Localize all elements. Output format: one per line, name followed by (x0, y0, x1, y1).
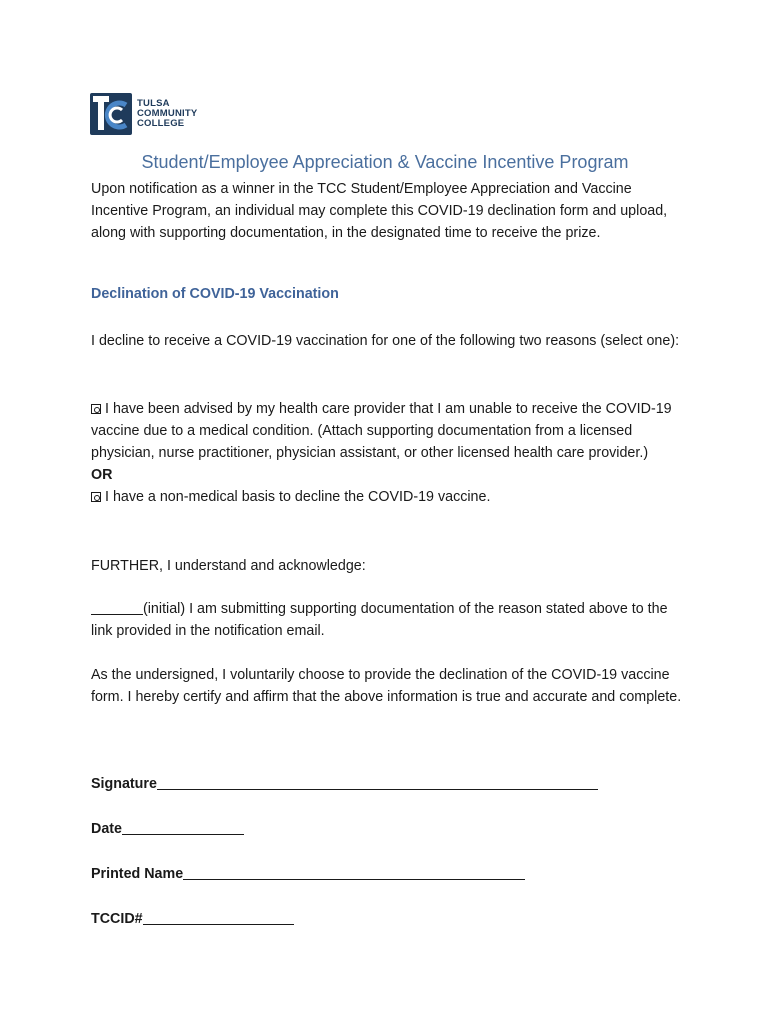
tccid-line (91, 910, 294, 927)
logo-line-1: TULSA (137, 98, 170, 109)
option-non-medical[interactable] (91, 486, 691, 508)
option-medical-label: I have been advised by my health care provider that I am unable to receive the COVID-19 vaccine due to a medical condition. (Attach supporting documentation from a licensed physician, nurse practitioner, physician assistant, or other licensed health care provider.) (91, 401, 672, 461)
tcc-logo (90, 93, 197, 135)
options-block (91, 398, 691, 508)
section-heading: Declination of COVID-19 Vaccination (91, 286, 339, 302)
printed-name-field[interactable] (183, 865, 525, 880)
option-non-medical-label: I have a non-medical basis to decline the COVID-19 vaccine. (105, 489, 491, 505)
further-statement: FURTHER, I understand and acknowledge: (91, 558, 366, 574)
initial-statement (91, 598, 691, 642)
decline-statement: I decline to receive a COVID-19 vaccination for one of the following two reasons (select one): (91, 333, 680, 349)
signature-label: Signature (91, 776, 157, 792)
logo-wordmark (137, 99, 197, 129)
date-line (91, 820, 244, 837)
initial-statement-text: (initial) I am submitting supporting documentation of the reason stated above to the link provided in the notification email. (91, 601, 668, 639)
initial-field[interactable] (91, 600, 143, 615)
date-label: Date (91, 821, 122, 837)
signature-field[interactable] (157, 775, 598, 790)
logo-line-2: COMMUNITY (137, 108, 198, 119)
printed-name-line (91, 865, 525, 882)
date-field[interactable] (122, 820, 244, 835)
certification-paragraph: As the undersigned, I voluntarily choose to provide the declination of the COVID-19 vaccine form. I hereby certify and affirm that the above information is true and accurate and complete. (91, 667, 682, 705)
option-medical[interactable] (91, 398, 691, 464)
or-label: OR (91, 467, 113, 483)
medical-checkbox[interactable] (91, 404, 101, 414)
tccid-field[interactable] (143, 910, 294, 925)
page-title: Student/Employee Appreciation & Vaccine Incentive Program (141, 152, 629, 172)
tcc-logo-icon (90, 93, 132, 135)
signature-line (91, 775, 598, 792)
tccid-label: TCCID# (91, 911, 143, 927)
printed-name-label: Printed Name (91, 866, 184, 882)
intro-paragraph: Upon notification as a winner in the TCC Student/Employee Appreciation and Vaccine Incentive Program, an individual may complete this COVID-19 declination form and upload, along with supporting documentation, in the designated time to receive the prize. (91, 181, 668, 241)
logo-line-3: COLLEGE (137, 118, 185, 129)
non-medical-checkbox[interactable] (91, 492, 101, 502)
